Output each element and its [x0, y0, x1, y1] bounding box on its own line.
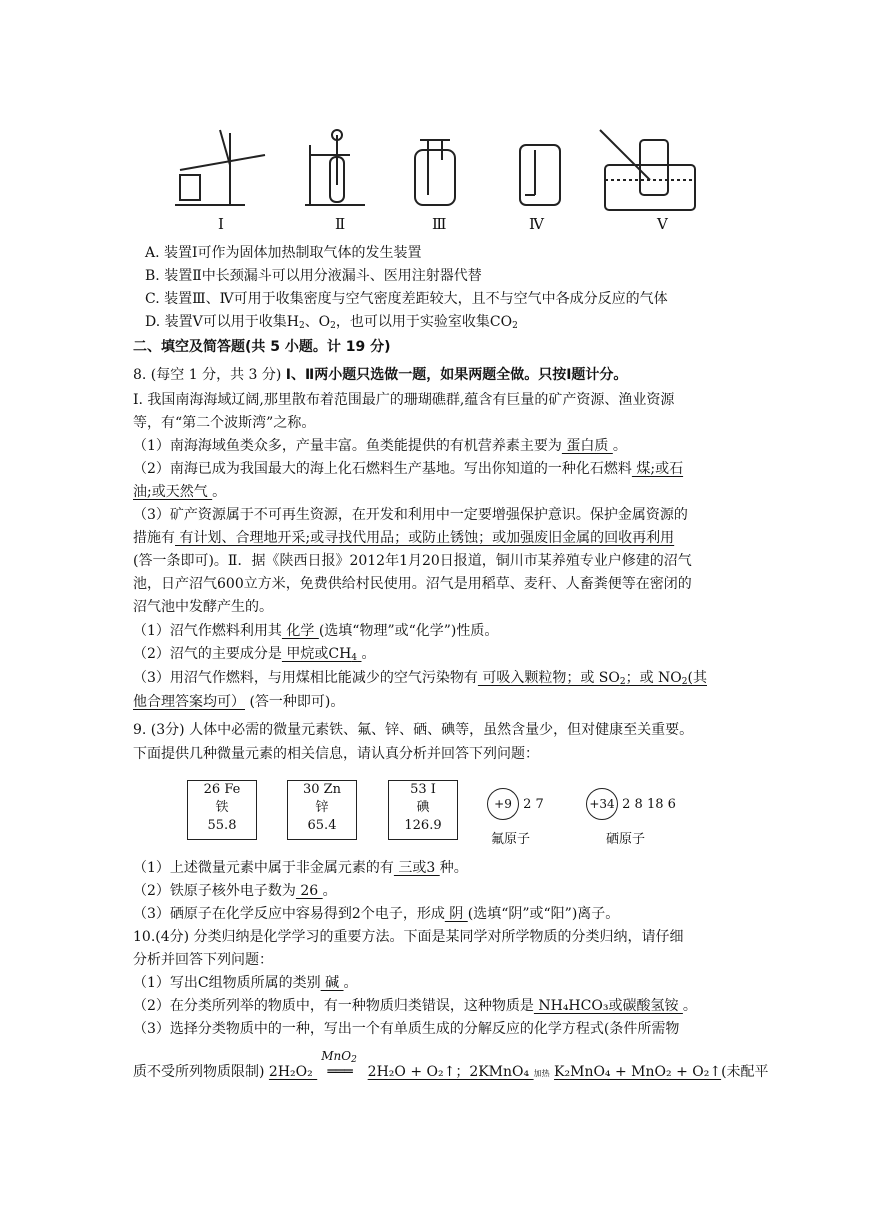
q9-p2: 下面提供几种微量元素的相关信息，请认真分析并回答下列问题：	[133, 746, 539, 762]
q10-s3: （3）选择分类物质中的一种，写出一个有单质生成的分解反应的化学方程式(条件所需物	[133, 1021, 680, 1037]
element-card-zn: 30 Zn 锌 65.4	[287, 780, 357, 840]
q8-t1: （1）沼气作燃料利用其 化学 (选填“物理”或“化学”)性质。	[133, 623, 499, 639]
q9-s2: （2）铁原子核外电子数为 26 。	[133, 883, 337, 899]
q10-s2: （2）在分类所列举的物质中，有一种物质归类错误，这种物质是 NH₄HCO₃或碳酸氢铵 。	[133, 998, 697, 1014]
q9-s1: （1）上述微量元素中属于非金属元素的有 三或3 种。	[133, 860, 468, 876]
apparatus-figure	[150, 125, 710, 240]
q8-t3: （3）用沼气作燃料，与用煤相比能减少的空气污染物有 可吸入颗粒物；或 $SO_2$；或 $NO_2$(其	[133, 670, 707, 687]
q8-s1: （1）南海海域鱼类众多，产量丰富。鱼类能提供的有机营养素主要为 蛋白质 。	[133, 438, 627, 454]
label-IV: Ⅳ	[529, 215, 544, 233]
element-card-i: 53 I 碘 126.9	[388, 780, 458, 840]
option-b: B. 装置Ⅱ中长颈漏斗可以用分液漏斗、医用注射器代替	[145, 268, 482, 284]
q8-header: 8. (每空 1 分，共 3 分) Ⅰ、Ⅱ两小题只选做一题，如果两题全做。只按Ⅰ题计分。	[133, 367, 628, 383]
label-III: Ⅲ	[432, 215, 447, 233]
q8-t2: （2）沼气的主要成分是 甲烷或$CH_4$ 。	[133, 646, 376, 663]
option-d: D. 装置Ⅴ可以用于收集$H_2$、$O_2$，也可以用于实验室收集$CO_2$	[145, 314, 518, 331]
label-I: Ⅰ	[218, 215, 224, 233]
q8-s3-c: (答一条即可)。Ⅱ．据《陕西日报》2012年1月20日报道，铜川市某养殖专业户修建的沼气	[133, 553, 692, 569]
element-card-fe: 26 Fe 铁 55.8	[187, 780, 257, 840]
label-V: Ⅴ	[657, 215, 668, 233]
q8-p2: 等，有“第二个波斯湾”之称。	[133, 415, 316, 431]
q8-s2-cont: 油;或天然气 。	[133, 484, 227, 500]
q8-t3-cont: 他合理答案均可） (答一种即可)。	[133, 694, 345, 710]
q8-s3-d: 池，日产沼气600立方米，免费供给村民使用。沼气是用稻草、麦秆、人畜粪便等在密闭的	[133, 576, 692, 592]
q8-s3-measures: 措施有 有计划、合理地开采;或寻找代用品；或防止锈蚀；或加强废旧金属的回收再利用	[133, 530, 675, 546]
q9-p1: 9. (3分) 人体中必需的微量元素铁、氟、锌、硒、碘等，虽然含量少，但对健康至关重要。	[133, 722, 694, 738]
label-II: Ⅱ	[335, 215, 346, 233]
selenium-atom-diagram: +34 2 8 18 6 硒原子	[586, 788, 676, 847]
option-a: A. 装置Ⅰ可作为固体加热制取气体的发生装置	[145, 245, 422, 261]
q8-s2: （2）南海已成为我国最大的海上化石燃料生产基地。写出你知道的一种化石燃料 煤;或石	[133, 461, 684, 477]
q9-s3: （3）硒原子在化学反应中容易得到2个电子，形成 阴 (选填“阴”或“阳”)离子。	[133, 906, 620, 922]
q8-p1: I. 我国南海海域辽阔,那里散布着范围最广的珊瑚礁群,蕴含有巨量的矿产资源、渔业资源	[133, 392, 675, 408]
q8-s3-e: 沼气池中发酵产生的。	[133, 599, 273, 615]
section-heading: 二、填空及简答题(共 5 小题。计 19 分)	[133, 339, 391, 355]
q8-s3: （3）矿产资源属于不可再生资源，在开发和利用中一定要增强保护意识。保护金属资源的	[133, 507, 688, 523]
q10-s1: （1）写出C组物质所属的类别 碱 。	[133, 975, 358, 991]
option-c: C. 装置Ⅲ、Ⅳ可用于收集密度与空气密度差距较大，且不与空气中各成分反应的气体	[145, 291, 668, 307]
q10-p2: 分析并回答下列问题：	[133, 952, 273, 968]
q10-equation: 质不受所列物质限制) 2H₂O₂ MnO$_2$ ═══ 2H₂O + O₂↑；2KMnO₄ 加热 K₂MnO₄ + MnO₂ + O₂↑(未配平	[133, 1049, 769, 1080]
fluorine-atom-diagram: +9 2 7 氟原子	[487, 788, 544, 847]
q10-p1: 10.(4分) 分类归纳是化学学习的重要方法。下面是某同学对所学物质的分类归纳，请仔细	[133, 929, 684, 945]
